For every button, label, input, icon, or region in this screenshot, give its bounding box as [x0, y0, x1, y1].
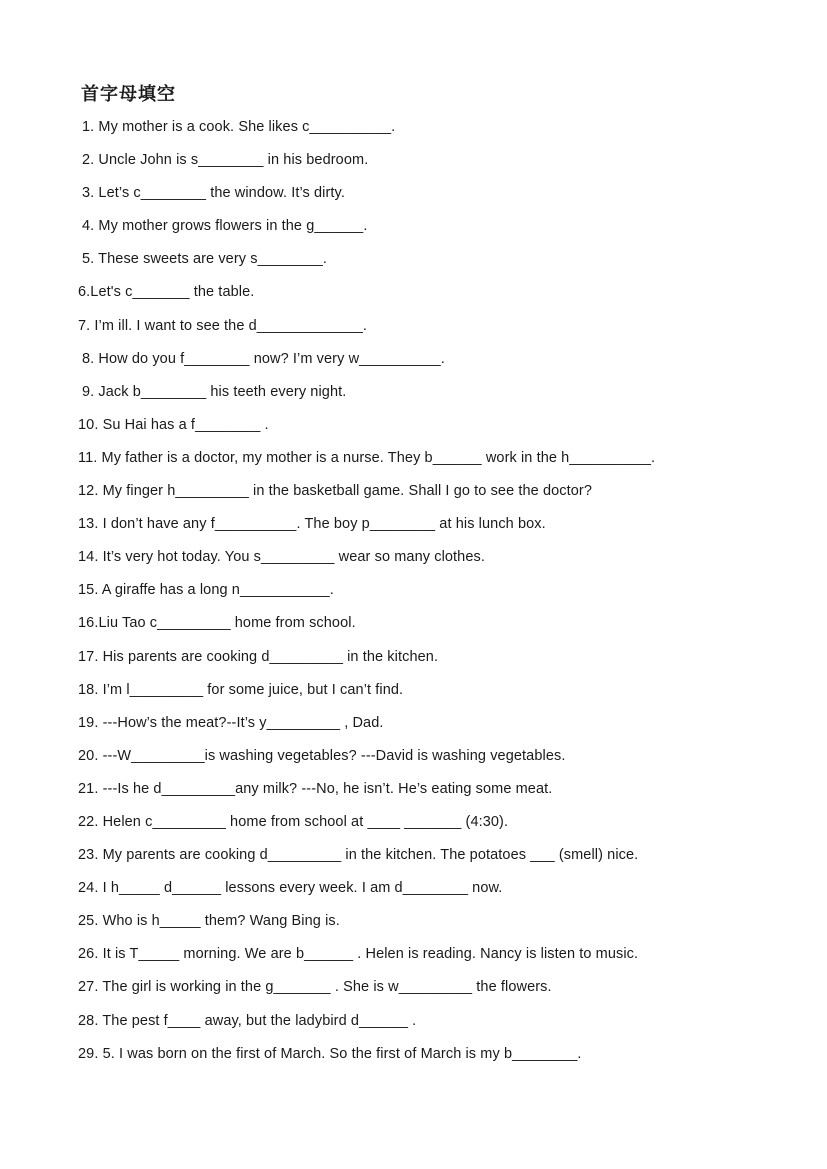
- question-item: 7. I’m ill. I want to see the d_____________.: [78, 317, 368, 334]
- question-item: 27. The girl is working in the g_______ . She is w_________ the flowers.: [78, 979, 552, 996]
- question-item: 9. Jack b________ his teeth every night.: [82, 383, 347, 400]
- question-item: 25. Who is h_____ them? Wang Bing is.: [78, 913, 340, 930]
- question-item: 17. His parents are cooking d_________ in the kitchen.: [78, 648, 439, 665]
- question-item: 29. 5. I was born on the first of March. So the first of March is my b________.: [78, 1045, 582, 1062]
- question-item: 16.Liu Tao c_________ home from school.: [78, 615, 356, 632]
- question-item: 11. My father is a doctor, my mother is a nurse. They b______ work in the h__________.: [78, 449, 656, 466]
- question-item: 2. Uncle John is s________ in his bedroom.: [82, 152, 369, 169]
- question-item: 3. Let’s c________ the window. It’s dirty.: [82, 185, 345, 202]
- worksheet-title: 首字母填空: [81, 84, 176, 105]
- question-item: 15. A giraffe has a long n___________.: [78, 582, 334, 599]
- question-item: 14. It’s very hot today. You s_________ wear so many clothes.: [78, 549, 485, 566]
- question-item: 6.Let's c_______ the table.: [78, 284, 255, 301]
- question-item: 26. It is T_____ morning. We are b______ . Helen is reading. Nancy is listen to music.: [78, 946, 639, 963]
- question-item: 13. I don’t have any f__________. The boy p________ at his lunch box.: [78, 516, 546, 533]
- question-item: 21. ---Is he d_________any milk? ---No, he isn’t. He’s eating some meat.: [78, 780, 553, 797]
- question-item: 22. Helen c_________ home from school at ____ _______ (4:30).: [78, 813, 509, 830]
- question-item: 5. These sweets are very s________.: [82, 251, 328, 268]
- question-item: 18. I’m l_________ for some juice, but I can’t find.: [78, 681, 404, 698]
- question-item: 12. My finger h_________ in the basketball game. Shall I go to see the doctor?: [78, 483, 593, 500]
- question-item: 10. Su Hai has a f________ .: [78, 416, 269, 433]
- question-item: 8. How do you f________ now? I’m very w__________.: [82, 350, 445, 367]
- question-item: 1. My mother is a cook. She likes c__________.: [82, 119, 396, 135]
- question-list: [78, 114, 778, 1074]
- question-item: 28. The pest f____ away, but the ladybird d______ .: [78, 1012, 417, 1029]
- question-item: 4. My mother grows flowers in the g______.: [82, 218, 368, 235]
- question-item: 19. ---How’s the meat?--It’s y_________ , Dad.: [78, 714, 384, 731]
- question-item: 24. I h_____ d______ lessons every week. I am d________ now.: [78, 880, 503, 897]
- question-item: 20. ---W_________is washing vegetables? ---David is washing vegetables.: [78, 747, 566, 764]
- question-item: 23. My parents are cooking d_________ in the kitchen. The potatoes ___ (smell) nice.: [78, 847, 639, 864]
